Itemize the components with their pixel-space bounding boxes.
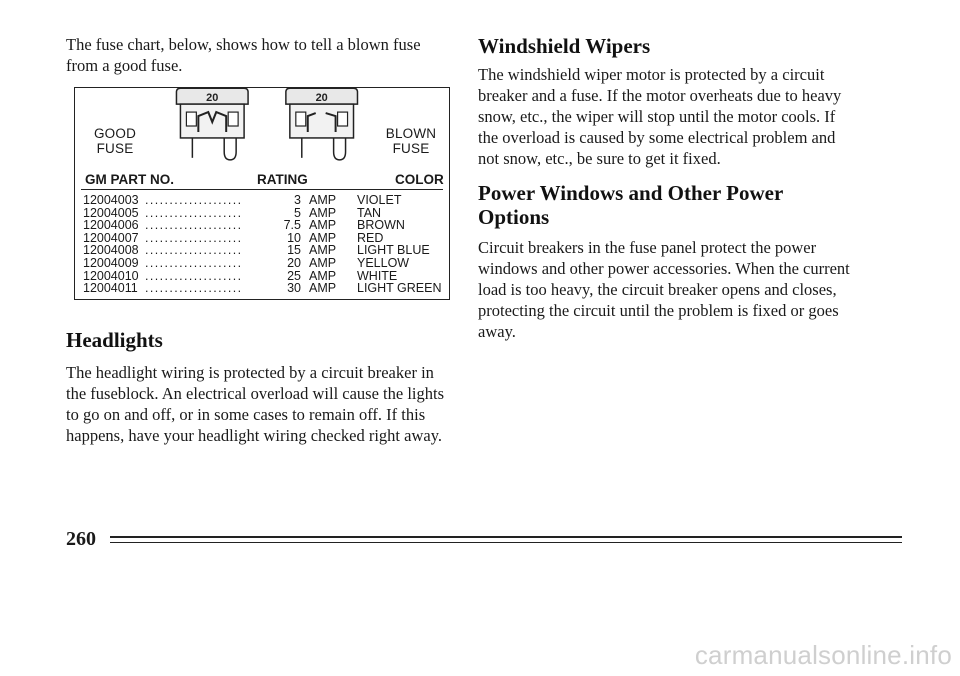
header-rating: RATING	[257, 172, 308, 187]
wipers-body: The windshield wiper motor is protected by a circuit breaker and a fuse. If the motor overheats due to heavy snow, etc., the wiper will stop until the motor cools. If the overload is caused by some electrical problem and not snow, etc., be sure to get it fixed.	[478, 65, 842, 168]
footer-rule	[110, 536, 902, 538]
table-row: 12004003 .................... 3 AMP VIOLET	[83, 193, 402, 207]
power-windows-section	[478, 181, 858, 342]
header-part-no: GM PART NO.	[85, 172, 174, 187]
wipers-heading: Windshield Wipers	[478, 34, 651, 58]
fuse-chart	[74, 87, 450, 300]
table-row: 12004008 .................... 15 AMP LIGHT BLUE	[83, 243, 430, 258]
header-color: COLOR	[395, 172, 444, 187]
svg-text:20: 20	[206, 92, 219, 105]
headlights-heading: Headlights	[66, 328, 163, 352]
blown-fuse-icon	[286, 88, 358, 160]
table-row: 12004006 .................... 7.5 AMP BROWN	[83, 218, 405, 233]
power-windows-body: Circuit breakers in the fuse panel protect the power windows and other power accessories. When the current load is too heavy, the circuit breaker opens and closes, protecting the circuit until the problem is fixed or goes away.	[478, 238, 850, 341]
fuse-chart-header	[81, 172, 443, 190]
blown-fuse-label: BLOWN FUSE	[385, 126, 437, 156]
power-windows-heading: Power Windows and Other Power Options	[478, 181, 783, 229]
good-fuse-icon	[176, 88, 248, 160]
good-fuse-label: GOOD FUSE	[93, 126, 137, 156]
table-row: 12004009 .................... 20 AMP YELLOW	[83, 255, 410, 270]
right-column	[478, 34, 858, 342]
table-row: 12004010 .................... 25 AMP WHITE	[83, 268, 398, 283]
headlights-section	[66, 328, 451, 446]
wipers-section	[478, 34, 858, 169]
headlights-body: The headlight wiring is protected by a circuit breaker in the fuseblock. An electrical overload will cause the lights to go on and off, or in some cases to remain off. If this happens, have your headlight wiring checked right away.	[66, 363, 445, 445]
left-column	[66, 34, 451, 76]
footer-rule-thin	[110, 542, 902, 543]
page-footer	[66, 528, 856, 550]
svg-text:20: 20	[315, 92, 328, 105]
table-row: 12004007 .................... 10 AMP RED	[83, 230, 384, 245]
watermark: carmanualsonline.info	[694, 640, 952, 670]
page-number: 260	[66, 528, 96, 550]
fuse-chart-rows	[83, 194, 445, 295]
fuse-chart-intro: The fuse chart, below, shows how to tell a blown fuse from a good fuse.	[66, 35, 421, 75]
table-row: 12004011 .................... 30 AMP LIGHT GREEN	[83, 281, 442, 296]
table-row: 12004005 .................... 5 AMP TAN	[83, 205, 382, 220]
